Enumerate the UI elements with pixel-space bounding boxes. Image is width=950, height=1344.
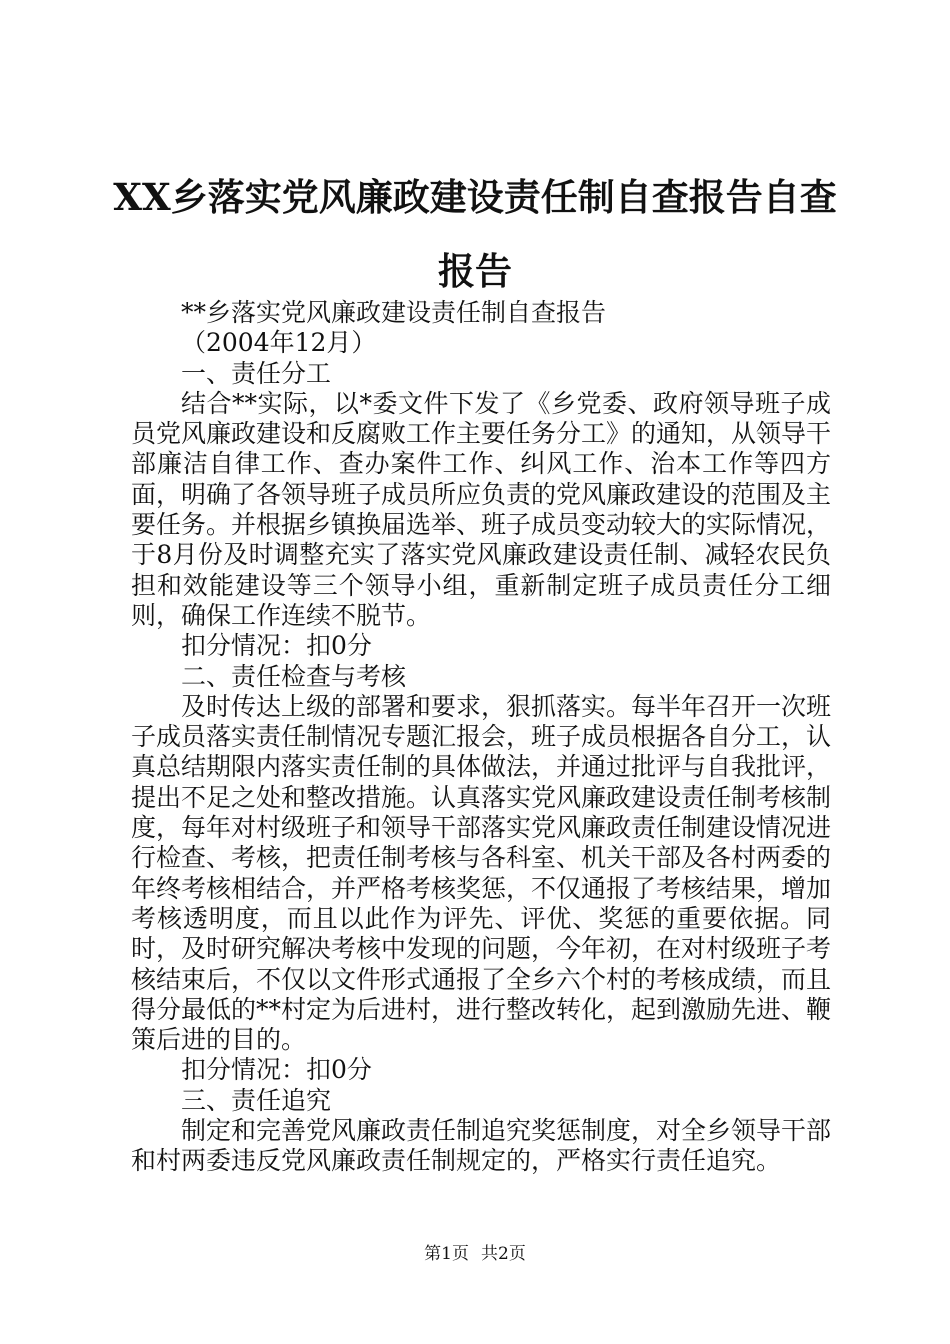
section-heading-2: 二、责任检查与考核 bbox=[181, 661, 407, 691]
report-subtitle: **乡落实党风廉政建设责任制自查报告 bbox=[181, 298, 607, 327]
section-1-score: 扣分情况：扣0分 bbox=[181, 631, 372, 661]
section-2-score: 扣分情况：扣0分 bbox=[181, 1055, 372, 1085]
section-3-body: 制定和完善党风廉政责任制追究奖惩制度，对全乡领导干部和村两委违反党风廉政责任制规定的，严格实行责任追究。 bbox=[131, 1116, 832, 1176]
section-heading-3: 三、责任追究 bbox=[181, 1085, 332, 1115]
section-1-body: 结合**实际，以*委文件下发了《乡党委、政府领导班子成员党风廉政建设和反腐败工作主要任务分工》的通知，从领导干部廉洁自律工作、查办案件工作、纠风工作、治本工作等四方面，明确了各领导班子成员所应负责的党风廉政建设的范围及主要任务。并根据乡镇换届选举、班子成员变动较大的实际情况，于8月份及时调整充实了落实党风廉政建设责任制、减轻农民负担和效能建设等三个领导小组，重新制定班子成员责任分工细则，确保工作连续不脱节。 bbox=[131, 388, 832, 630]
report-date: （2004年12月） bbox=[181, 328, 377, 358]
section-2-body: 及时传达上级的部署和要求，狠抓落实。每半年召开一次班子成员落实责任制情况专题汇报会，班子成员根据各自分工，认真总结期限内落实责任制的具体做法，并通过批评与自我批评，提出不足之处和整改措施。认真落实党风廉政建设责任制考核制度，每年对村级班子和领导干部落实党风廉政责任制建设情况进行检查、考核，把责任制考核与各科室、机关干部及各村两委的年终考核相结合，并严格考核奖惩，不仅通报了考核结果，增加考核透明度，而且以此作为评先、评优、奖惩的重要依据。同时，及时研究解决考核中发现的问题，今年初，在对村级班子考核结束后，不仅以文件形式通报了全乡六个村的考核成绩，而且得分最低的**村定为后进村，进行整改转化，起到激励先进、鞭策后进的目的。 bbox=[131, 691, 832, 1055]
section-heading-1: 一、责任分工 bbox=[181, 358, 332, 388]
page-total: 共2页 bbox=[481, 1244, 526, 1264]
document-title: XX乡落实党风廉政建设责任制自查报告自查报告 bbox=[113, 175, 837, 293]
page-footer bbox=[0, 1242, 950, 1266]
page-number: 第1页 bbox=[424, 1244, 469, 1264]
document-body bbox=[131, 298, 831, 1177]
